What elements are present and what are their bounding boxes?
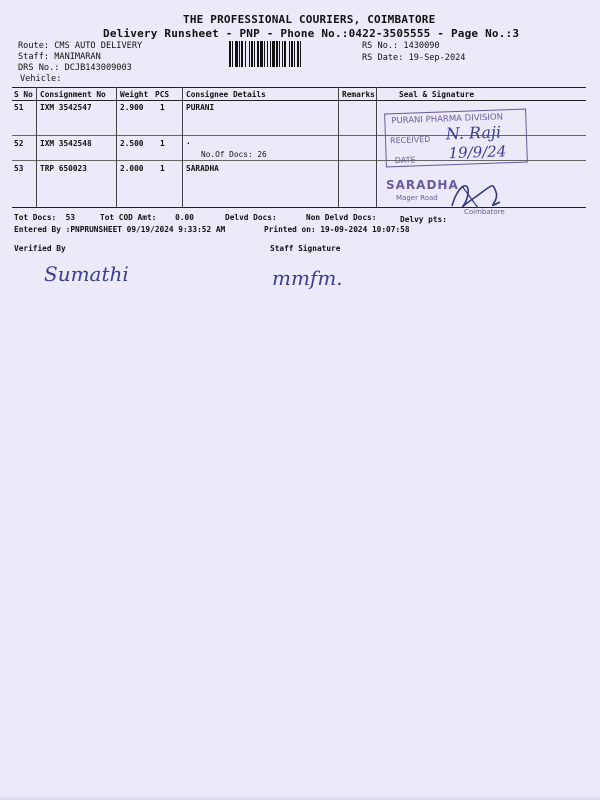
col-divider-4 <box>338 87 339 207</box>
row-52-pcs: 1 <box>160 139 165 148</box>
barcode-bar <box>291 41 293 67</box>
barcode-bar <box>235 41 238 67</box>
purani-stamp-received-label: RECEIVED <box>389 134 431 146</box>
barcode <box>229 41 357 67</box>
barcode-bar <box>264 41 265 67</box>
col-divider-2 <box>116 87 117 207</box>
drs-number: DRS No.: DCJB143009003 <box>18 63 132 73</box>
row-52-weight: 2.500 <box>120 139 144 148</box>
barcode-bar <box>294 41 295 67</box>
barcode-bar <box>257 41 259 67</box>
barcode-bar <box>284 41 286 67</box>
row-51-consignment: IXM 3542547 <box>40 103 92 112</box>
rs-number: RS No.: 1430090 <box>362 41 440 51</box>
row-51-consignee: PURANI <box>186 103 215 112</box>
barcode-bar <box>254 41 255 67</box>
barcode-bar <box>267 41 268 67</box>
barcode-bar <box>245 41 246 67</box>
barcode-bar <box>270 41 271 67</box>
col-header-remarks: Remarks <box>342 90 375 99</box>
barcode-bar <box>241 41 243 67</box>
runsheet-subtitle: Delivery Runsheet - PNP - Phone No.:0422-3505555 - Page No.:3 <box>103 27 520 40</box>
barcode-bar <box>232 41 233 67</box>
delivered-docs: Delvd Docs: <box>225 213 277 222</box>
purani-received-stamp <box>384 109 528 168</box>
col-header-consignee: Consignee Details <box>186 90 266 99</box>
purani-date-handwriting: 19/9/24 <box>448 142 507 163</box>
total-docs: Tot Docs: 53 <box>14 213 76 222</box>
saradha-stamp-line3: Coimbatore <box>464 208 505 216</box>
col-header-pcs: PCS <box>155 90 170 99</box>
row-52-docs-count: No.Of Docs: 26 <box>201 150 267 159</box>
route-label: Route: CMS AUTO DELIVERY <box>18 41 143 51</box>
row-52-consignment: IXM 3542548 <box>40 139 92 148</box>
row-52-sno: 52 <box>14 139 24 148</box>
total-cod-amount: Tot COD Amt: 0.00 <box>100 213 194 222</box>
barcode-bar <box>272 41 275 67</box>
rs-date: RS Date: 19-Sep-2024 <box>362 53 466 63</box>
verified-by-label: Verified By <box>14 244 66 253</box>
verified-signature: Sumathi <box>44 262 129 286</box>
purani-stamp-title: PURANI PHARMA DIVISION <box>391 112 504 127</box>
row-51-weight: 2.900 <box>120 103 144 112</box>
staff-signature-label: Staff Signature <box>270 244 341 253</box>
col-divider-1 <box>36 87 37 207</box>
col-header-weight: Weight <box>120 90 149 99</box>
purani-stamp-date-label: DATE <box>394 155 416 166</box>
row-53-pcs: 1 <box>160 164 165 173</box>
printed-on: Printed on: 19-09-2024 10:07:58 <box>264 225 410 234</box>
barcode-bar <box>260 41 263 67</box>
company-title: THE PROFESSIONAL COURIERS, COIMBATORE <box>183 13 436 26</box>
staff-label: Staff: MANIMARAN <box>18 52 101 62</box>
non-delivered-docs: Non Delvd Docs: <box>306 213 377 222</box>
barcode-bar <box>249 41 250 67</box>
purani-received-handwriting: N. Raji <box>445 122 502 144</box>
col-divider-5 <box>376 87 377 207</box>
row-53-consignee: SARADHA <box>186 164 219 173</box>
table-top-rule <box>12 87 586 88</box>
vehicle-label: Vehicle: <box>20 74 62 84</box>
row-53-consignment: TRP 650023 <box>40 164 87 173</box>
row-53-sno: 53 <box>14 164 24 173</box>
scan-edge-bottom <box>0 795 600 800</box>
barcode-bar <box>300 41 301 67</box>
staff-signature: mmfm. <box>272 266 343 290</box>
barcode-bar <box>239 41 240 67</box>
barcode-bar <box>289 41 290 67</box>
barcode-bar <box>282 41 283 67</box>
saradha-stamp-line2: Mager Road <box>396 194 438 202</box>
row-51-sno: 51 <box>14 103 24 112</box>
row-53-weight: 2.000 <box>120 164 144 173</box>
saradha-signature-scribble <box>444 176 504 216</box>
col-header-consignment: Consignment No <box>40 90 106 99</box>
barcode-bar <box>279 41 280 67</box>
barcode-bar <box>297 41 299 67</box>
col-header-sno: S No <box>14 90 33 99</box>
entered-by: Entered By :PNPRUNSHEET 09/19/2024 9:33:52 AM <box>14 225 226 234</box>
barcode-bar <box>251 41 253 67</box>
table-header-rule <box>12 100 586 101</box>
saradha-stamp-title: SARADHA <box>386 178 459 192</box>
col-divider-3 <box>182 87 183 207</box>
row-52-consignee: . <box>186 137 191 146</box>
row-51-pcs: 1 <box>160 103 165 112</box>
barcode-bar <box>276 41 278 67</box>
delivery-points: Delvy pts: <box>400 215 447 224</box>
col-header-seal: Seal & Signature <box>399 90 475 99</box>
barcode-bar <box>229 41 231 67</box>
